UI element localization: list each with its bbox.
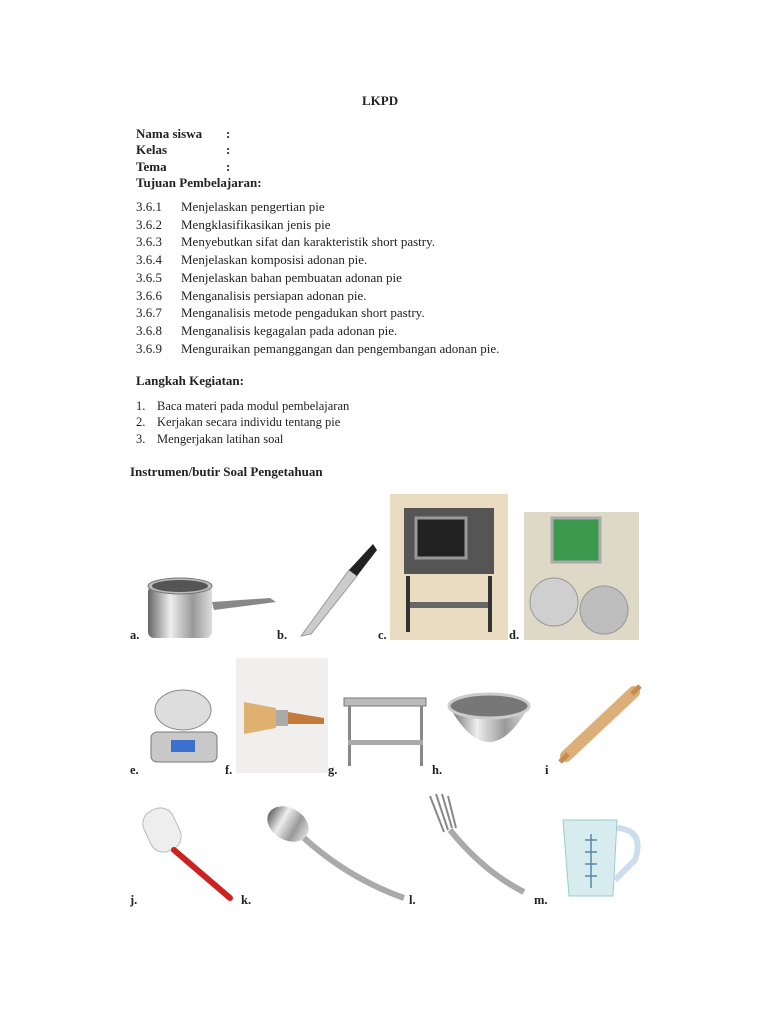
objective-number: 3.6.3 (136, 234, 162, 250)
fork-image (424, 792, 530, 904)
objective-text: Menjelaskan komposisi adonan pie. (181, 252, 368, 268)
knife-image (297, 540, 379, 640)
objective-number: 3.6.8 (136, 322, 162, 338)
field-sep: : (226, 142, 231, 157)
step-text: Mengerjakan latihan soal (157, 431, 284, 446)
field-sep: : (226, 159, 231, 174)
label-j: j. (130, 893, 138, 907)
objective-number: 3.6.2 (136, 216, 162, 232)
step-text: Baca materi pada modul pembelajaran (157, 399, 350, 413)
label-m: m. (534, 893, 548, 907)
pie-tins-image (524, 512, 639, 640)
objectives-heading: Tujuan Pembelajaran: (136, 175, 262, 190)
objective-text: Menguraikan pemanggangan dan pengembangan adonan pie. (181, 340, 500, 356)
label-h: h. (432, 763, 443, 777)
step-number: 1. (136, 399, 146, 413)
field-label-kelas: Kelas (136, 142, 168, 157)
label-a: a. (130, 628, 140, 642)
rolling-pin-image (556, 680, 646, 770)
steel-table-image (342, 690, 428, 770)
objective-text: Menyebutkan sifat dan karakteristik short pastry. (181, 234, 436, 250)
steps-heading: Langkah Kegiatan: (136, 373, 244, 388)
label-i: i (545, 763, 549, 777)
oven-image (390, 494, 508, 640)
step-number: 3. (136, 431, 146, 446)
step-number: 2. (136, 415, 146, 430)
objective-text: Menjelaskan bahan pembuatan adonan pie (181, 269, 402, 285)
objective-text: Mengklasifikasikan jenis pie (181, 216, 331, 232)
instrument-heading: Instrumen/butir Soal Pengetahuan (130, 464, 323, 479)
label-c: c. (378, 628, 387, 642)
mixing-bowl-image (447, 688, 531, 763)
document-title: LKPD (362, 93, 399, 108)
objective-text: Menganalisis persiapan adonan pie. (181, 287, 367, 303)
objective-text: Menjelaskan pengertian pie (181, 199, 325, 214)
label-k: k. (241, 893, 252, 907)
spatula-image (140, 800, 240, 905)
objective-number: 3.6.4 (136, 252, 162, 268)
pastry-brush-image (236, 658, 328, 773)
label-f: f. (225, 763, 233, 777)
label-d: d. (509, 628, 520, 642)
objective-number: 3.6.7 (136, 305, 162, 321)
spoon-image (258, 798, 408, 904)
field-sep: : (226, 126, 231, 141)
label-l: l. (409, 893, 416, 907)
field-label-nama: Nama siswa (136, 126, 203, 141)
label-b: b. (277, 628, 288, 642)
measuring-cup-image (555, 810, 650, 900)
objective-number: 3.6.1 (136, 199, 162, 214)
objective-text: Menganalisis kegagalan pada adonan pie. (181, 322, 398, 338)
digital-scale-image (145, 680, 223, 775)
label-g: g. (328, 763, 338, 777)
step-text: Kerjakan secara individu tentang pie (157, 415, 341, 430)
field-label-tema: Tema (136, 159, 167, 174)
objective-number: 3.6.9 (136, 340, 162, 356)
objective-number: 3.6.5 (136, 269, 162, 285)
objective-text: Menganalisis metode pengadukan short pastry. (181, 305, 425, 321)
label-e: e. (130, 763, 139, 777)
objective-number: 3.6.6 (136, 287, 162, 303)
saucepan-image (140, 572, 280, 642)
